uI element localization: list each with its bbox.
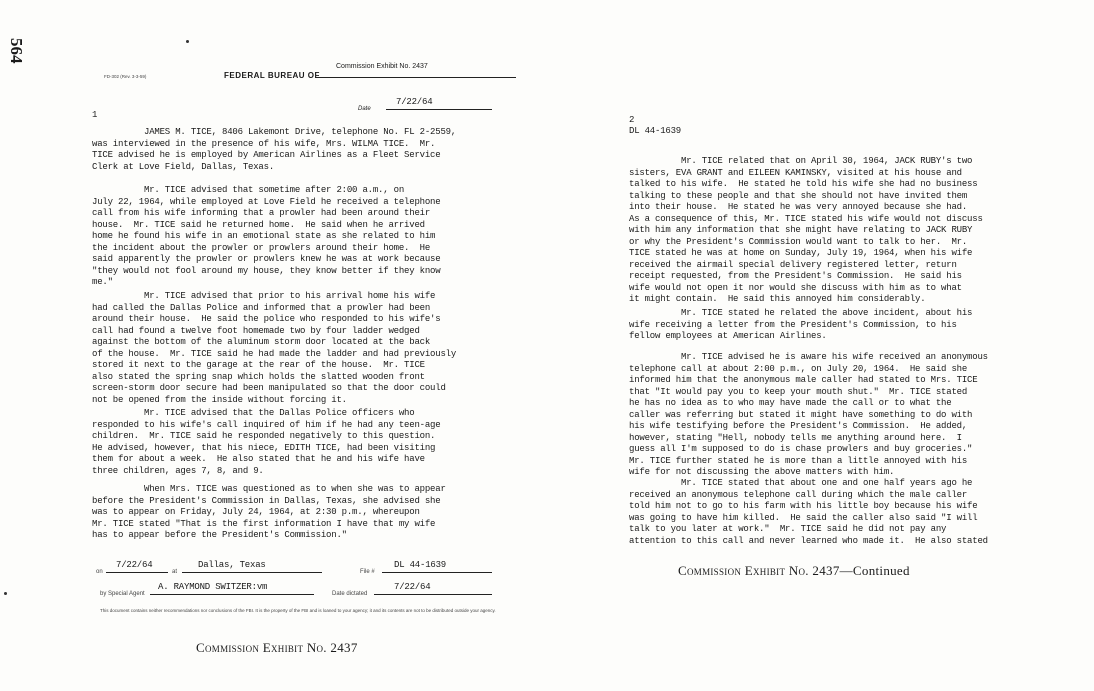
file-label: File # (360, 569, 375, 575)
caption-suffix: —Continued (839, 563, 910, 578)
file-number: DL 44-1639 (382, 560, 492, 573)
paragraph: Mr. TICE advised he is aware his wife received an anonymous telephone call at about 2:00 p.m., on July 20, 1964. He said she informed him that the anonymous male caller had stated to Mrs. TICE that "It would pay you to keep your mouth shut." Mr. TICE stated he has no idea as to who may have made the call or to what the caller was referring but stated it might have something to do with his wife testifying before the President's Commission. He added, however, stating "Hell, nobody tells me anything around here. I guess all I'm supposed to do is chase prowlers and buy groceries." Mr. TICE further stated he is more than a little annoyed with his wife for not discussing the above matters with him. (629, 352, 988, 477)
date-value: 7/22/64 (386, 97, 492, 110)
form-number: FD-302 (Rev. 3-3-59) (104, 74, 147, 79)
paragraph: Mr. TICE advised that sometime after 2:00 a.m., on July 22, 1964, while employed at Love Field he received a telephone call from his wife informing that a prowler had been around their house. Mr. TICE said he returned home. He said when he arrived home he found his wife in an emotional state as she related to him the incident about the prowler or prowlers around their home. He said apparently the prowler or prowlers knew he was at work because "they would not fool around my house, they know better if they know me." (92, 185, 441, 287)
on-date: 7/22/64 (106, 560, 168, 573)
caption-number: 2437 (330, 640, 358, 655)
date-label: Date (358, 106, 371, 112)
exhibit-caption (196, 640, 358, 656)
disclaimer: This document contains neither recommendations nor conclusions of the FBI. It is the property of the FBI and is loaned to your agency; it and its contents are not to be distributed outside your agency. (100, 608, 496, 613)
page-label: 2 (629, 115, 635, 125)
caption-number: 2437 (812, 563, 840, 578)
left-page (0, 0, 540, 691)
location: Dallas, Texas (182, 560, 322, 573)
caption-prefix: Commission Exhibit No. (196, 640, 327, 655)
right-page (540, 0, 1094, 691)
page-number: 564 (7, 38, 26, 64)
paragraph: When Mrs. TICE was questioned as to when she was to appear before the President's Commission in Dallas, Texas, she advised she was to appear on Friday, July 24, 1964, at 2:30 p.m., whereupon Mr. TICE stated "That is the first information I have that my wife has to appear before the President's Commission." (92, 484, 446, 540)
at-label: at (172, 569, 178, 575)
caption-prefix: Commission Exhibit No. (678, 563, 809, 578)
dictated-date: 7/22/64 (374, 582, 492, 595)
on-label: on (96, 569, 103, 575)
agent-label: by Special Agent (100, 591, 145, 597)
exhibit-caption (678, 563, 910, 579)
exhibit-stamp: Commission Exhibit No. 2437 (336, 63, 428, 70)
agency-header: FEDERAL BUREAU OF (224, 71, 320, 80)
paragraph: Mr. TICE advised that prior to his arrival home his wife had called the Dallas Police and informed that a prowler had been around their house. He said the police who responded to his wife's call had found a twelve foot homemade two by four ladder wedged against the bottom of the aluminum storm door located at the back of the house. Mr. TICE said he had made the ladder and had previously stored it next to the garage at the rear of the house. Mr. TICE also stated the spring snap which holds the slatted wooden front screen-storm door secure had been manipulated so that the door could not be opened from the inside without forcing it. (92, 291, 457, 405)
header-rule (316, 77, 516, 78)
agent-name: A. RAYMOND SWITZER:vm (150, 582, 314, 595)
paragraph: Mr. TICE stated that about one and one half years ago he received an anonymous telephone call during which the male caller told him not to go to his farm with his little boy because his wife was going to have him killed. He said the caller also said "I will talk to you later at work." Mr. TICE said he did not pay any attention to this call and never learned who made it. He also stated (629, 478, 988, 546)
dictated-label: Date dictated (332, 591, 368, 597)
paragraph: JAMES M. TICE, 8406 Lakemont Drive, telephone No. FL 2-2559, was interviewed in the presence of his wife, Mrs. WILMA TICE. Mr. TICE advised he is employed by American Airlines as a Fleet Service Clerk at Love Field, Dallas, Texas. (92, 127, 457, 172)
paragraph: Mr. TICE related that on April 30, 1964, JACK RUBY's two sisters, EVA GRANT and EILEEN KAMINSKY, visited at his house and talked to his wife. He stated he told his wife she had no business talking to these people and that she should not have invited them into their house. He stated he was very annoyed because she had. As a consequence of this, Mr. TICE stated his wife would not discuss with him any information that she might have relating to JACK RUBY or why the President's Commission would want to talk to her. Mr. TICE stated he was at home on Sunday, July 19, 1964, when his wife received the airmail special delivery registered letter, return receipt requested, from the President's Commission. He said his wife would not open it nor would she discuss with him as to what it might contain. He said this annoyed him considerably. (629, 156, 983, 304)
paragraph: Mr. TICE stated he related the above incident, about his wife receiving a letter from the President's Commission, to his fellow employees at American Airlines. (629, 308, 973, 341)
paragraph: Mr. TICE advised that the Dallas Police officers who responded to his wife's call inquired of him if he had any teen-age children. Mr. TICE said he responded negatively to this question. He advised, however, that his niece, EDITH TICE, had been visiting them for about a week. He also stated that he and his wife have three children, ages 7, 8, and 9. (92, 408, 441, 476)
page-label: 1 (92, 110, 98, 120)
file-reference: DL 44-1639 (629, 126, 682, 136)
